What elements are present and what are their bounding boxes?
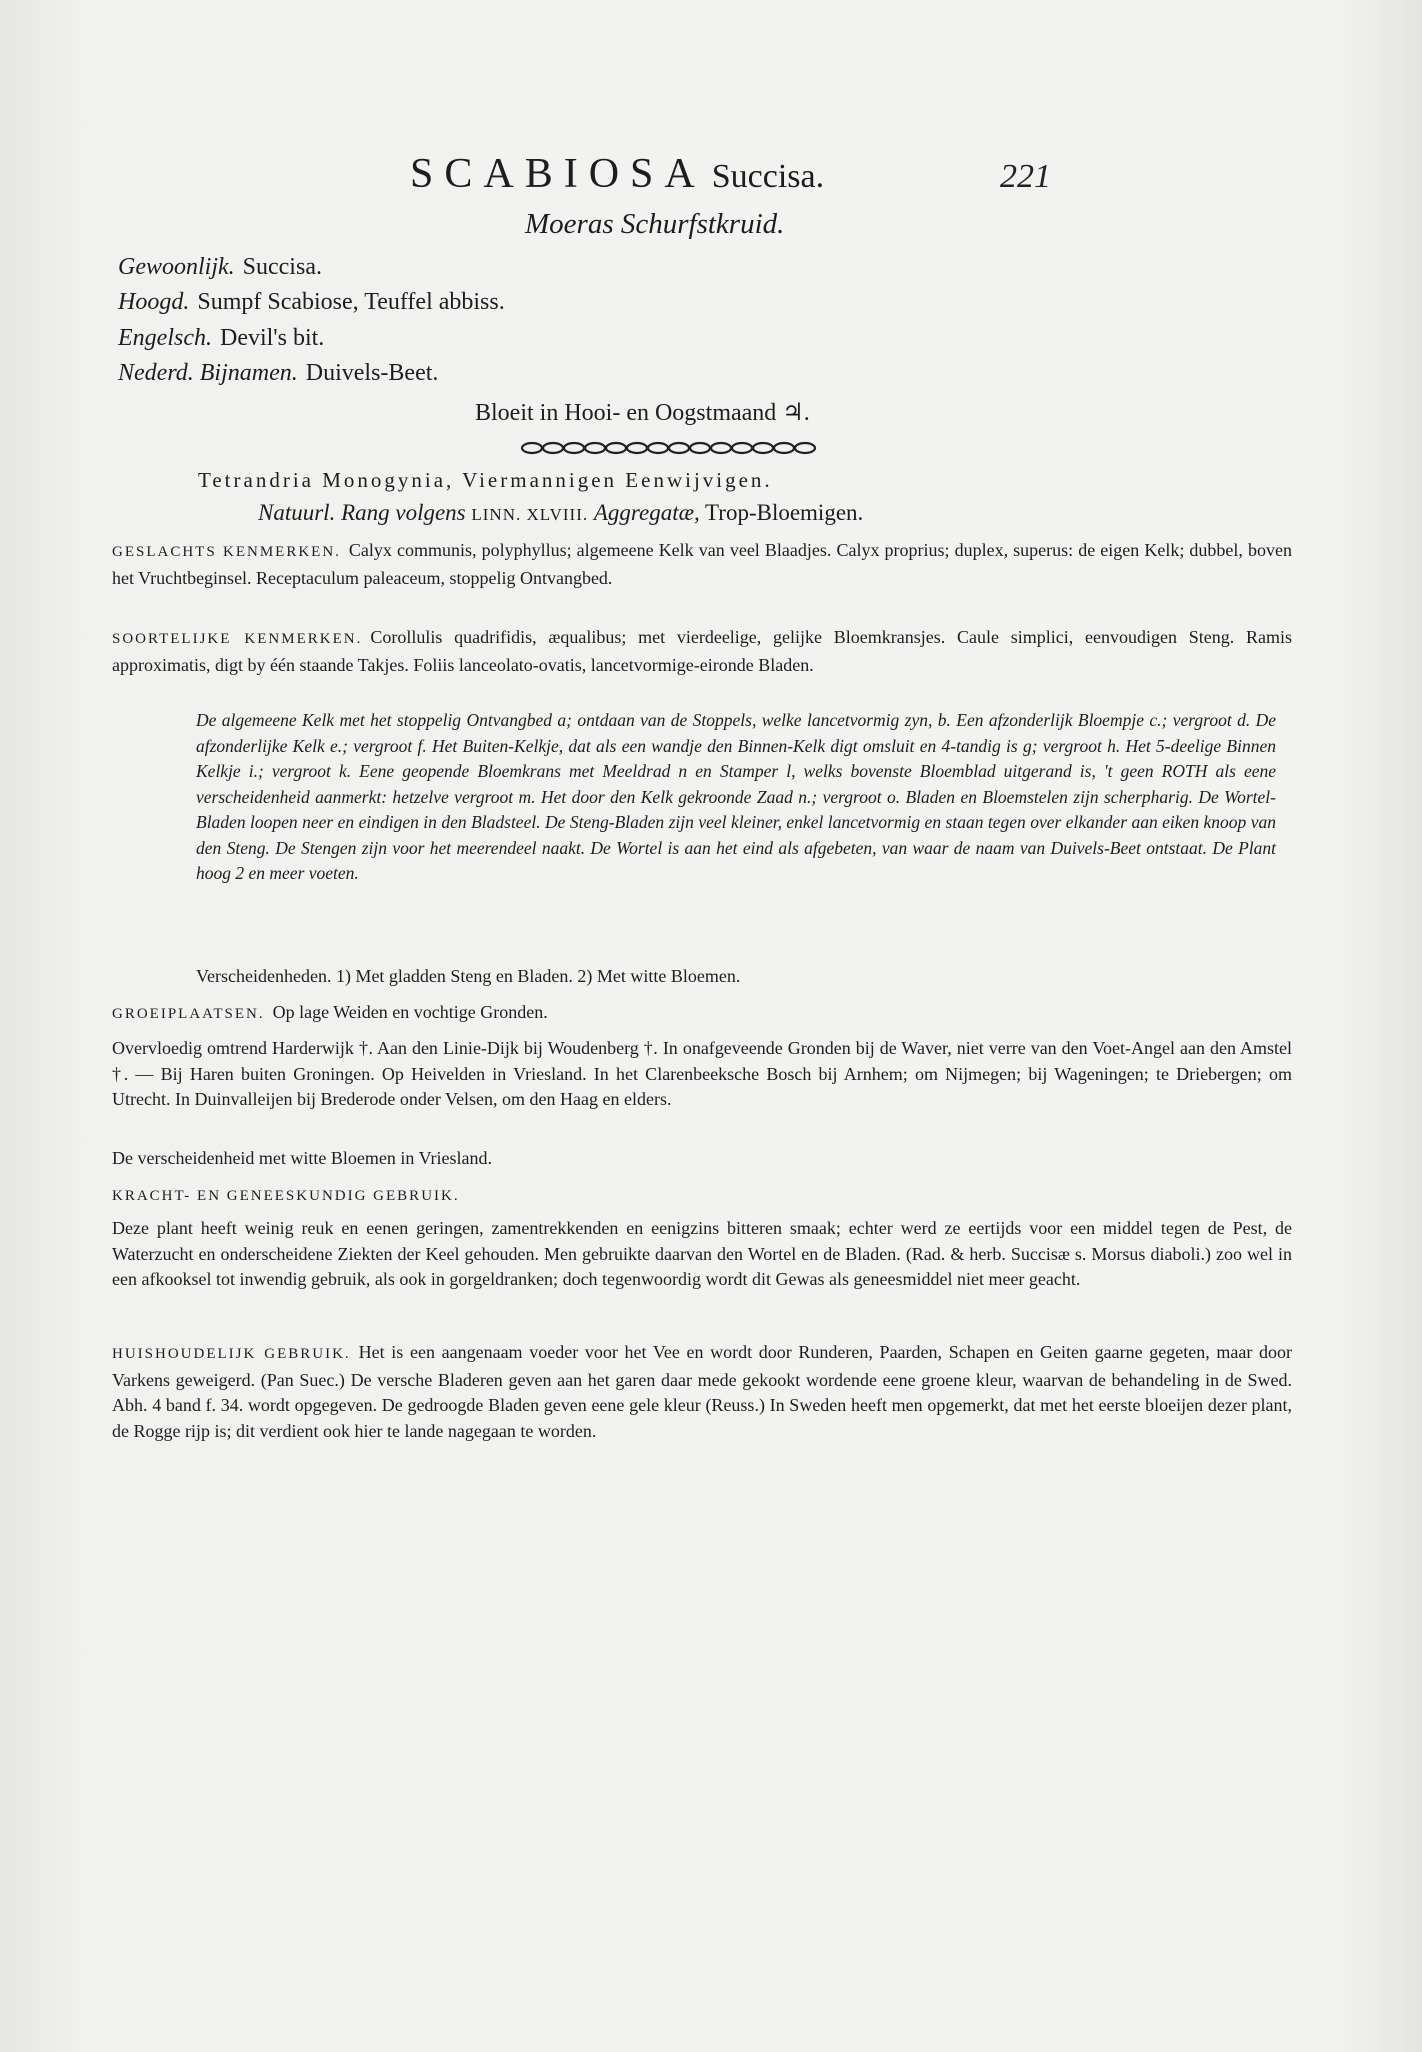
name-value: Duivels-Beet.	[305, 360, 439, 386]
name-label: Nederd. Bijnamen.	[118, 360, 298, 386]
section-body: Corollulis quadrifidis, æqualibus; met vierdeelige, gelijke Bloemkransjes. Caule simplici, eenvoudigen Steng. Ramis approximatis, digt by één staande Takjes. Foliis lanceolato-ovatis, lancetvormige-eironde Bladen.	[112, 627, 1292, 675]
habitat-paragraph	[112, 1000, 1292, 1028]
name-row	[118, 289, 505, 316]
name-row	[118, 360, 438, 387]
name-label: Gewoonlijk.	[118, 254, 235, 280]
medicinal-use-paragraph: Deze plant heeft weinig reuk en eenen geringen, zamentrekkenden en eenigzins bitteren smaak; echter werd ze eertijds voor een middel tegen de Pest, de Waterzucht en onderscheidene Ziekten der Keel gehouden. Men gebruikte daarvan den Wortel en de Bladen. (Rad. & herb. Succisæ s. Morsus diaboli.) zoo wel in een afkooksel tot inwendig gebruik, als ook in gorgeldranken; doch tegenwoordig wordt dit Gewas als geneesmiddel niet meer geacht.	[112, 1218, 1292, 1289]
section-heading: GESLACHTS KENMERKEN.	[112, 544, 341, 560]
section-body: Calyx communis, polyphyllus; algemeene Kelk van veel Blaadjes. Calyx proprius; duplex, superus: de eigen Kelk; dubbel, boven het Vruchtbeginsel. Receptaculum paleaceum, stoppelig Ontvangbed.	[112, 540, 1292, 588]
handwritten-page-number: 221	[1000, 158, 1051, 195]
genus-name: SCABIOSA	[410, 151, 706, 197]
varieties-line: Verscheidenheden. 1) Met gladden Steng en Bladen. 2) Met witte Bloemen.	[196, 966, 741, 986]
rank-label: Natuurl. Rang volgens	[258, 500, 466, 525]
section-body: Het is een aangenaam voeder voor het Vee en wordt door Runderen, Paarden, Schapen en Geiten gaarne gegeten, maar door Varkens geweigerd. (Pan Suec.) De versche Bladeren geven aan het garen daar mede gekookt wordende eene groene kleur, waarvan de behandeling in de Swed. Abh. 4 band f. 34. wordt opgegeven. De gedroogde Bladen geven eene gele kleur (Reuss.) In Sweden heeft men opgemerkt, dat met het eerste bloeijen dezer plant, de Rogge rijp is; dit verdient ook hier te lande nagegaan te worden.	[112, 1342, 1292, 1441]
locations-paragraph: Overvloedig omtrend Harderwijk †. Aan den Linie-Dijk bij Woudenberg †. In onafgeveende Gronden bij de Waver, niet verre van den Voet-Angel aan den Amstel †. — Bij Haren buiten Groningen. Op Heivelden in Vriesland. In het Clarenbeeksche Bosch bij Arnhem; om Nijmegen; bij Wageningen; te Driebergen; om Utrecht. In Duinvalleijen bij Brederode onder Velsen, om den Haag en elders.	[112, 1038, 1292, 1109]
ornament-divider	[520, 440, 820, 456]
natural-rank-line	[258, 500, 863, 526]
household-use-paragraph	[112, 1340, 1292, 1444]
section-heading: GROEIPLAATSEN.	[112, 1006, 265, 1022]
species-characters-paragraph	[112, 625, 1292, 678]
section-heading: SOORTELIJKE KENMERKEN.	[112, 631, 363, 647]
page-title	[410, 150, 824, 198]
name-row	[118, 254, 322, 281]
rank-linn: LINN. XLVIII.	[471, 505, 589, 524]
genus-characters-paragraph	[112, 538, 1292, 591]
species-name: Succisa.	[711, 158, 825, 195]
rank-trop: Trop-Bloemigen.	[705, 500, 864, 525]
variety-note: De verscheidenheid met witte Bloemen in Vriesland.	[112, 1148, 492, 1168]
figure-description-paragraph: De algemeene Kelk met het stoppelig Ontvangbed a; ontdaan van de Stoppels, welke lancetvormig zyn, b. Een afzonderlijk Bloempje c.; vergroot d. De afzonderlijke Kelk e.; vergroot f. Het Buiten-Kelkje, dat als een wandje den Binnen-Kelk digt omsluit en 4-tandig is g; vergroot h. Het 5-deelige Binnen Kelkje i.; vergroot k. Eene geopende Bloemkrans met Meeldrad n en Stamper l, welks bovenste Bloemblad uitgerand is, 't geen ROTH als eene verscheidenheid aanmerkt: hetzelve vergroot m. Het door den Kelk gekroonde Zaad n.; vergroot o. Bladen en Bloemstelen zijn scherpharig. De Wortel-Bladen loopen neer en eindigen in den Bladsteel. De Steng-Bladen zijn veel kleiner, enkel lancetvormig en staan tegen over elkander aan eiken knoop van den Steng. De Stengen zijn voor het meerendeel naakt. De Wortel is aan het eind als afgebeten, van waar de naam van Duivels-Beet ontstaat. De Plant hoog 2 en meer voeten.	[196, 710, 1276, 883]
name-row	[118, 325, 324, 352]
flowering-line: Bloeit in Hooi- en Oogstmaand ♃.	[475, 400, 810, 426]
section-heading: KRACHT- EN GENEESKUNDIG GEBRUIK.	[112, 1188, 460, 1204]
section-heading: HUISHOUDELIJK GEBRUIK.	[112, 1346, 351, 1362]
name-value: Devil's bit.	[219, 325, 325, 351]
classification-line: Tetrandria Monogynia, Viermannigen Eenwijvigen.	[198, 468, 773, 492]
name-value: Sumpf Scabiose, Teuffel abbiss.	[197, 289, 505, 315]
name-label: Hoogd.	[118, 289, 190, 315]
section-body: Op lage Weiden en vochtige Gronden.	[272, 1002, 548, 1022]
dutch-name: Moeras Schurfstkruid.	[525, 208, 785, 240]
name-label: Engelsch.	[118, 325, 212, 351]
medicinal-use-heading	[112, 1182, 1292, 1210]
name-value: Succisa.	[242, 254, 322, 280]
rank-group: Aggregatæ,	[593, 500, 700, 525]
